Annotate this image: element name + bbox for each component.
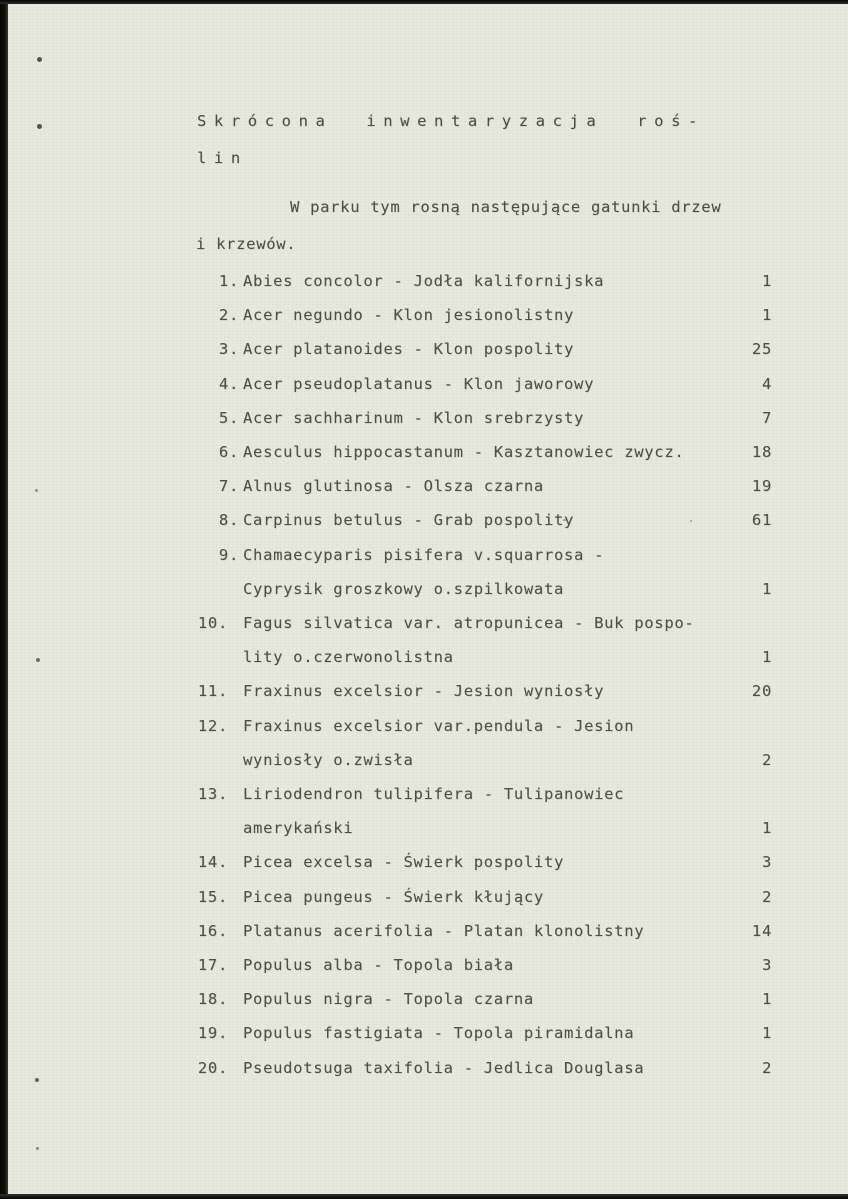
species-name: Liriodendron tulipifera - Tulipanowiec: [243, 785, 625, 803]
species-number: 6.: [218, 443, 239, 461]
species-number: 9.: [218, 545, 239, 564]
species-count: 19: [751, 477, 772, 496]
species-count: 1: [761, 990, 772, 1009]
species-count: 1: [761, 579, 772, 598]
species-name: Platanus acerifolia - Platan klonolistny: [243, 921, 645, 940]
species-number: 13.: [197, 785, 228, 803]
species-count: 1: [761, 272, 772, 290]
species-count: 2: [761, 750, 772, 769]
species-name: Aesculus hippocastanum - Kasztanowiec zwycz.: [243, 443, 685, 461]
paper-speck: [36, 1147, 39, 1150]
paper-speck: [36, 658, 40, 662]
species-count: 2: [761, 1058, 772, 1077]
species-number: 11.: [197, 682, 228, 701]
species-name-continuation: amerykański: [243, 819, 354, 838]
species-number: 2.: [218, 306, 239, 325]
species-name: Chamaecyparis pisifera v.squarrosa -: [243, 545, 605, 564]
species-count: 14: [751, 921, 772, 940]
species-count: 25: [751, 340, 772, 359]
species-count: 1: [761, 648, 772, 667]
species-name: Abies concolor - Jodła kalifornijska: [243, 272, 605, 290]
paper-speck: [35, 489, 38, 492]
species-count: 18: [751, 443, 772, 461]
species-name: Fagus silvatica var. atropunicea - Buk pospo-: [243, 614, 695, 632]
species-count: 2: [761, 887, 772, 906]
species-name: Acer negundo - Klon jesionolistny: [243, 306, 575, 325]
species-name-continuation: lity o.czerwonolistna: [243, 648, 454, 667]
species-name-continuation: wyniosły o.zwisła: [243, 750, 414, 769]
species-name: Acer pseudoplatanus - Klon jaworowy: [243, 374, 595, 393]
species-name: Pseudotsuga taxifolia - Jedlica Douglasa: [243, 1058, 645, 1077]
species-number: 20.: [197, 1058, 228, 1077]
species-number: 5.: [218, 408, 239, 427]
species-name: Fraxinus excelsior - Jesion wyniosły: [243, 682, 605, 701]
paper-speck: [563, 519, 566, 521]
species-name: Picea pungeus - Świerk kłujący: [243, 887, 544, 906]
species-number: 10.: [197, 614, 228, 632]
species-name: Populus nigra - Topola czarna: [243, 990, 534, 1009]
paper-speck: [37, 124, 42, 129]
species-count: 20: [751, 682, 772, 701]
document-title-line-2: lin: [197, 149, 248, 167]
species-number: 15.: [197, 887, 228, 906]
paper-speck: [690, 520, 692, 522]
species-name: Picea excelsa - Świerk pospolity: [243, 853, 565, 872]
species-number: 3.: [218, 340, 239, 359]
species-name: Populus alba - Topola biała: [243, 956, 514, 974]
species-count: 7: [761, 408, 772, 427]
species-number: 12.: [197, 716, 228, 735]
species-name: Acer sachharinum - Klon srebrzysty: [243, 408, 585, 427]
species-number: 7.: [218, 477, 239, 496]
species-count: 4: [761, 374, 772, 393]
paper-speck: [35, 1078, 39, 1082]
species-name-continuation: Cyprysik groszkowy o.szpilkowata: [243, 579, 565, 598]
species-number: 1.: [218, 272, 239, 290]
species-name: Alnus glutinosa - Olsza czarna: [243, 477, 544, 496]
species-number: 18.: [197, 990, 228, 1009]
species-count: 3: [761, 956, 772, 974]
paper-speck: [37, 57, 42, 62]
scan-edge-top: [0, 0, 848, 4]
scan-edge-left: [0, 0, 8, 1199]
scan-edge-bottom: [0, 1194, 848, 1199]
species-name: Carpinus betulus - Grab pospolity: [243, 511, 575, 530]
species-count: 3: [761, 853, 772, 872]
species-number: 17.: [197, 956, 228, 974]
species-count: 61: [751, 511, 772, 530]
species-number: 4.: [218, 374, 239, 393]
species-number: 8.: [218, 511, 239, 530]
species-count: 1: [761, 1024, 772, 1043]
species-number: 19.: [197, 1024, 228, 1043]
species-count: 1: [761, 819, 772, 838]
species-name: Acer platanoides - Klon pospolity: [243, 340, 575, 359]
species-name: Fraxinus excelsior var.pendula - Jesion: [243, 716, 635, 735]
document-title-line-1: Skrócona inwentaryzacja roś-: [197, 112, 705, 130]
species-name: Populus fastigiata - Topola piramidalna: [243, 1024, 635, 1043]
intro-paragraph-line-1: W parku tym rosną następujące gatunki drzew: [290, 198, 722, 216]
intro-paragraph-line-2: i krzewów.: [196, 235, 297, 253]
species-count: 1: [761, 306, 772, 325]
species-number: 14.: [197, 853, 228, 872]
species-number: 16.: [197, 921, 228, 940]
